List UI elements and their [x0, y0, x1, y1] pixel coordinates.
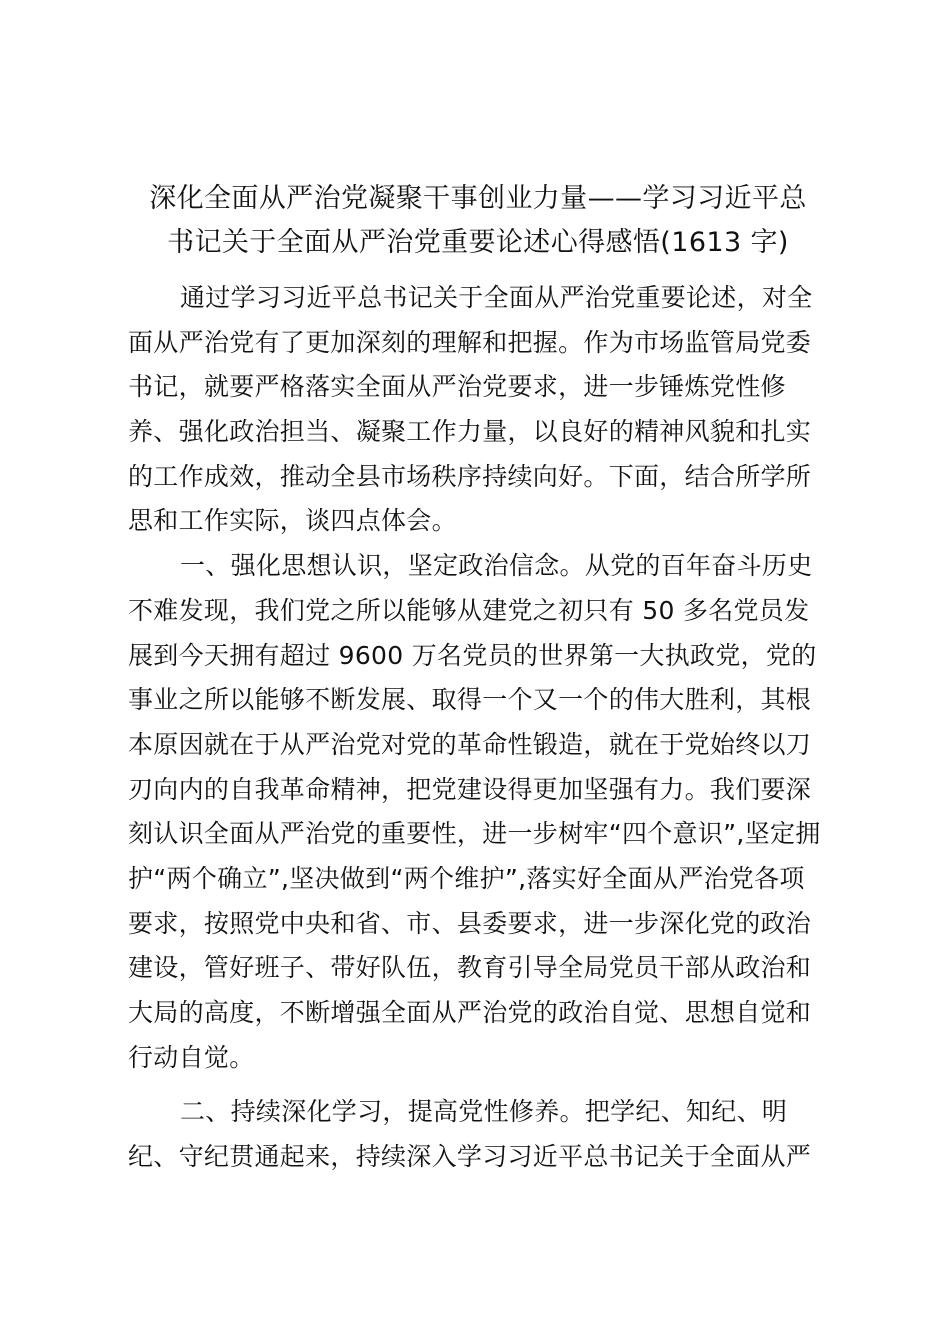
paragraph-line: 书记，就要严格落实全面从严治党要求，进一步锤炼党性修 [128, 372, 786, 402]
paragraph-line: 纪、守纪贯通起来，持续深入学习习近平总书记关于全面从严 [128, 1142, 812, 1172]
paragraph-line: 护“两个确立”,坚决做到“两个维护”,落实好全面从严治党各项 [128, 863, 805, 893]
paragraph-line: 思和工作实际，谈四点体会。 [128, 506, 457, 536]
paragraph-line: 面从严治党有了更加深刻的理解和把握。作为市场监管局党委 [128, 327, 812, 357]
paragraph-line: 一、强化思想认识，坚定政治信念。从党的百年奋斗历史 [180, 551, 813, 581]
paragraph-line: 要求，按照党中央和省、市、县委要求，进一步深化党的政治 [128, 908, 812, 938]
paragraph-intro [128, 276, 828, 544]
paragraph-line: 行动自觉。 [128, 1042, 255, 1072]
title-line-2: 书记关于全面从严治党重要论述心得感悟(1613 字) [167, 227, 789, 258]
paragraph-line: 刃向内的自我革命精神，把党建设得更加坚强有力。我们要深 [128, 774, 812, 804]
document-title [120, 177, 836, 265]
paragraph-line: 通过学习习近平总书记关于全面从严治党重要论述，对全 [180, 283, 813, 312]
paragraph-line: 建设，管好班子、带好队伍，教育引导全局党员干部从政治和 [128, 953, 812, 983]
paragraph-line: 本原因就在于从严治党对党的革命性锻造，就在于党始终以刀 [128, 729, 812, 759]
title-line-1: 深化全面从严治党凝聚干事创业力量——学习习近平总 [149, 183, 807, 214]
paragraph-line: 的工作成效，推动全县市场秩序持续向好。下面，结合所学所 [128, 461, 812, 491]
paragraph-line: 二、持续深化学习，提高党性修养。把学纪、知纪、明 [180, 1097, 788, 1127]
paragraph-section-two [128, 1090, 828, 1179]
paragraph-line: 事业之所以能够不断发展、取得一个又一个的伟大胜利，其根 [128, 685, 812, 715]
paragraph-line: 展到今天拥有超过 9600 万名党员的世界第一大执政党，党的 [128, 640, 817, 670]
paragraph-section-one [128, 544, 828, 1080]
paragraph-line: 不难发现，我们党之所以能够从建党之初只有 50 多名党员发 [128, 595, 810, 625]
document-body [128, 276, 828, 1180]
paragraph-line: 大局的高度，不断增强全面从严治党的政治自觉、思想自觉和 [128, 998, 812, 1027]
paragraph-line: 刻认识全面从严治党的重要性，进一步树牢“四个意识”,坚定拥 [128, 819, 821, 849]
paragraph-line: 养、强化政治担当、凝聚工作力量，以良好的精神风貌和扎实 [128, 417, 812, 447]
